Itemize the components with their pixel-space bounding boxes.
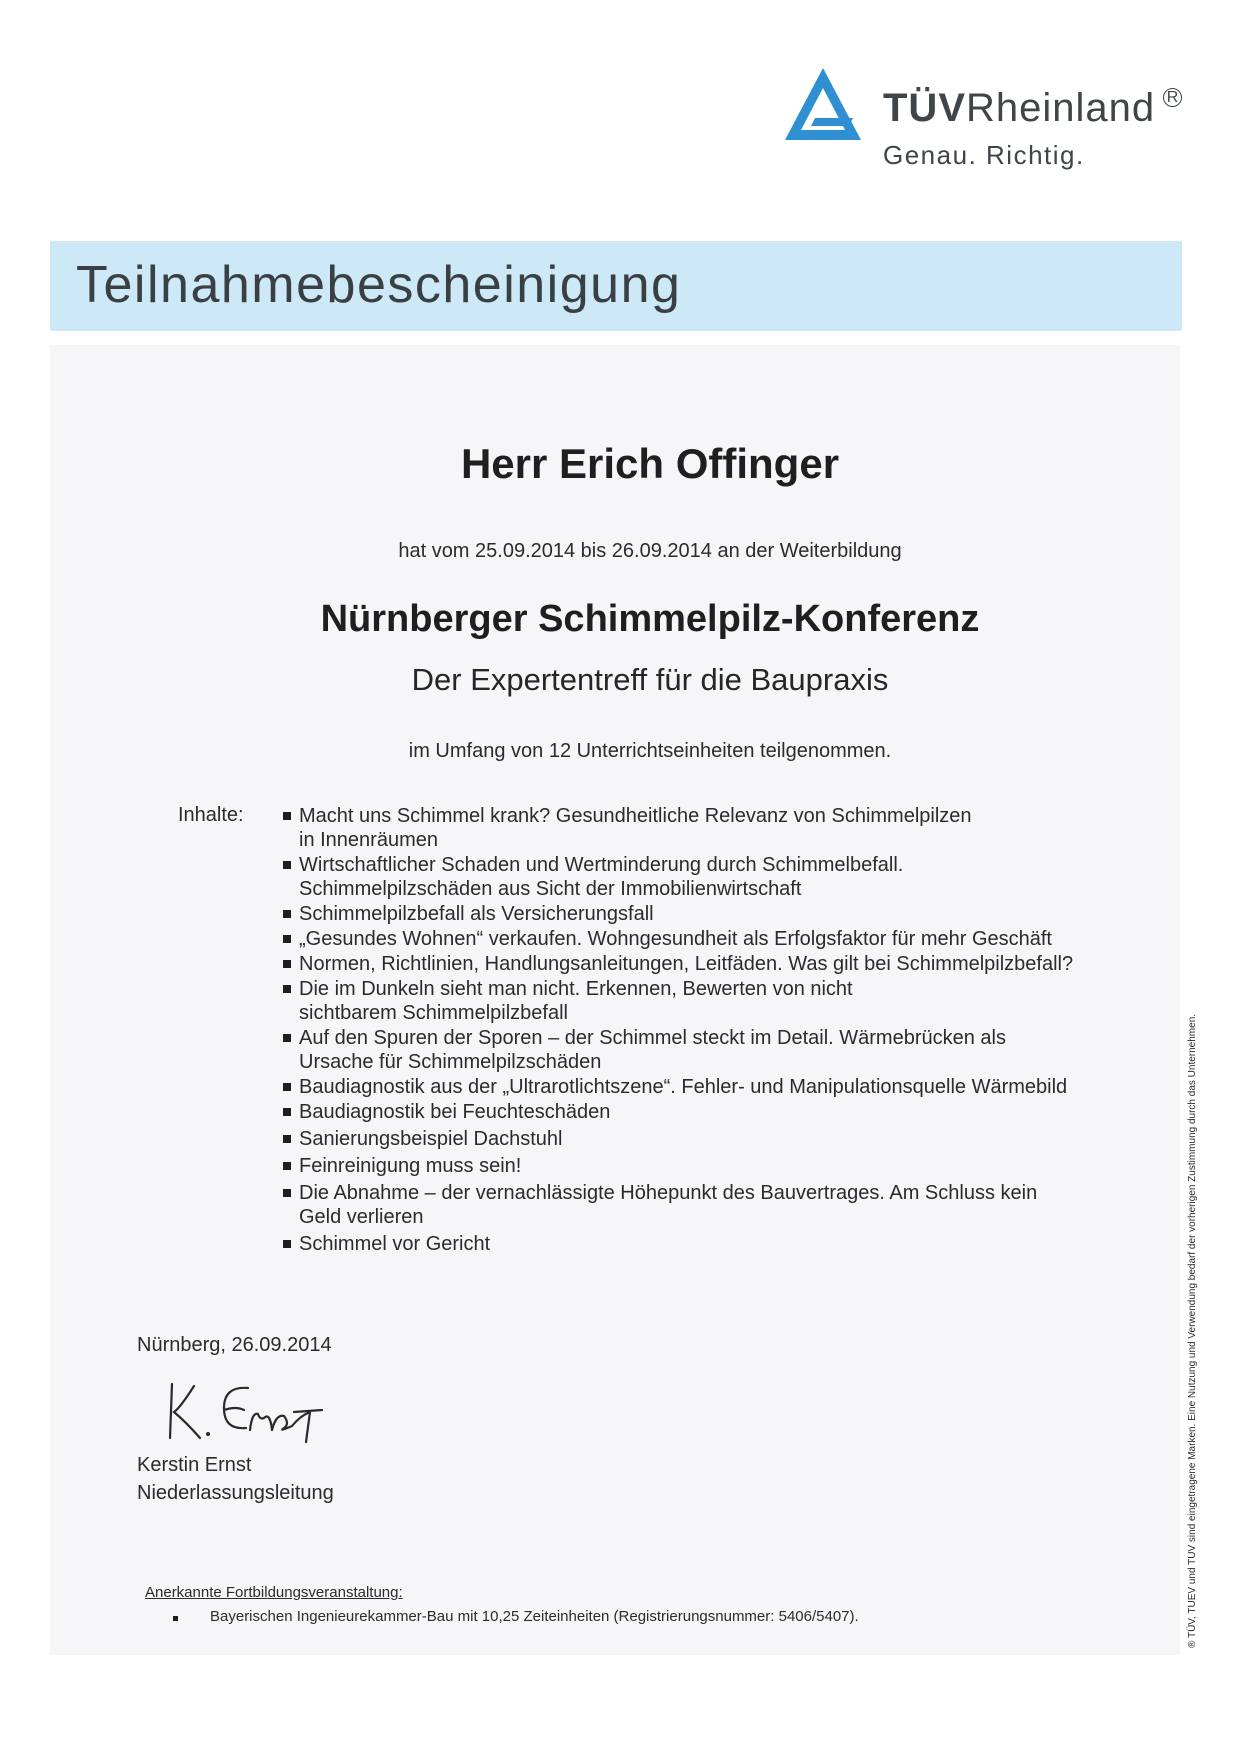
bullet-icon (283, 812, 291, 820)
tuv-rheinland-logo (783, 66, 1203, 176)
list-item: Baudiagnostik bei Feuchteschäden (283, 1100, 1143, 1124)
list-item: Baudiagnostik aus der „Ultrarotlichtszene“. Fehler- und Manipulationsquelle Wärmebild (283, 1075, 1143, 1099)
page-title: Teilnahmebescheinigung (76, 256, 682, 314)
list-item: Schimmel vor Gericht (283, 1232, 1143, 1256)
bullet-icon (283, 861, 291, 869)
bullet-icon (283, 960, 291, 968)
bullet-icon (283, 1083, 291, 1091)
list-item: „Gesundes Wohnen“ verkaufen. Wohngesundheit als Erfolgsfaktor für mehr Geschäft (283, 927, 1143, 951)
course-title: Nürnberger Schimmelpilz-Konferenz (320, 598, 980, 640)
participant-name: Herr Erich Offinger (460, 440, 840, 487)
recognition-heading: Anerkannte Fortbildungsveranstaltung: (145, 1584, 403, 1601)
logo-brand: TÜVRheinland (883, 86, 1156, 130)
logo-slogan: Genau. Richtig. (883, 140, 1085, 170)
contents-label: Inhalte: (178, 804, 244, 826)
bullet-icon (283, 1108, 291, 1116)
title-band (50, 241, 1182, 331)
bullet-icon (173, 1616, 178, 1621)
signer-name: Kerstin Ernst (137, 1454, 252, 1476)
bullet-icon (283, 910, 291, 918)
contents-list (283, 804, 1143, 1257)
list-item: Auf den Spuren der Sporen – der Schimmel steckt im Detail. Wärmebrücken als Ursache für Schimmelpilzschäden (283, 1026, 1143, 1074)
bullet-icon (283, 1034, 291, 1042)
signer-role: Niederlassungsleitung (137, 1482, 334, 1504)
bullet-icon (283, 935, 291, 943)
registered-mark-icon: R (1163, 88, 1182, 107)
period-text: hat vom 25.09.2014 bis 26.09.2014 an der Weiterbildung (398, 540, 902, 562)
list-item: Die Abnahme – der vernachlässigte Höhepunkt des Bauvertrages. Am Schluss kein Geld verlieren (283, 1181, 1143, 1229)
place-date: Nürnberg, 26.09.2014 (137, 1334, 332, 1356)
handwritten-signature (160, 1372, 360, 1452)
list-item: Normen, Richtlinien, Handlungsanleitungen, Leitfäden. Was gilt bei Schimmelpilzbefall? (283, 952, 1143, 976)
tuv-triangle-icon (783, 66, 863, 142)
bullet-icon (283, 1189, 291, 1197)
bullet-icon (283, 1162, 291, 1170)
bullet-icon (283, 1240, 291, 1248)
list-item: Sanierungsbeispiel Dachstuhl (283, 1127, 1143, 1151)
list-item: Die im Dunkeln sieht man nicht. Erkennen, Bewerten von nicht sichtbarem Schimmelpilzbefall (283, 977, 1143, 1025)
bullet-icon (283, 1135, 291, 1143)
scope-text: im Umfang von 12 Unterrichtseinheiten teilgenommen. (408, 740, 892, 762)
list-item: Wirtschaftlicher Schaden und Wertminderung durch Schimmelbefall. Schimmelpilzschäden aus Sicht der Immobilienwirtschaft (283, 853, 1143, 901)
recognition-item: Bayerischen Ingenieurekammer-Bau mit 10,25 Zeiteinheiten (Registrierungsnummer: 5406/5407). (210, 1608, 859, 1625)
trademark-note: ® TÜV, TUEV und TUV sind eingetragene Marken. Eine Nutzung und Verwendung bedarf der vorherigen Zustimmung durch das Unternehmen. (1187, 1013, 1198, 1648)
list-item: Schimmelpilzbefall als Versicherungsfall (283, 902, 1143, 926)
list-item: Feinreinigung muss sein! (283, 1154, 1143, 1178)
list-item: Macht uns Schimmel krank? Gesundheitliche Relevanz von Schimmelpilzen in Innenräumen (283, 804, 1143, 852)
course-subtitle: Der Expertentreff für die Baupraxis (411, 662, 889, 697)
bullet-icon (283, 985, 291, 993)
